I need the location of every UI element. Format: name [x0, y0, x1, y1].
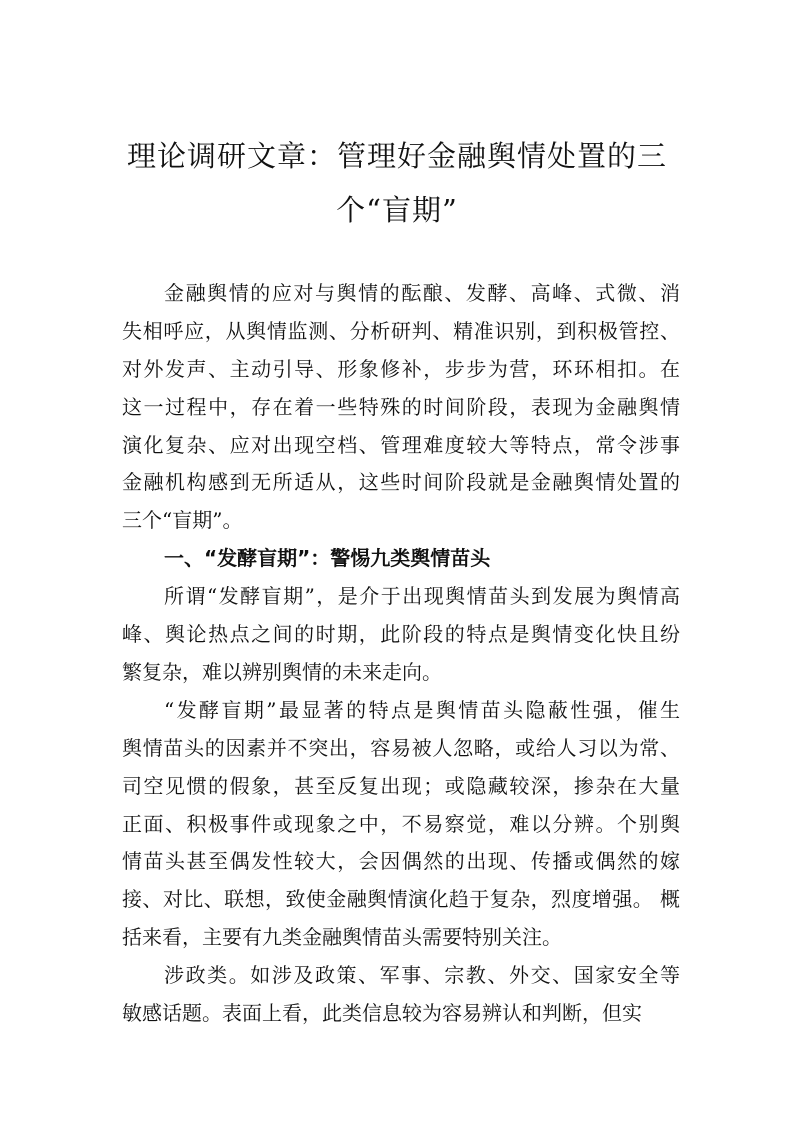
paragraph-line: “发酵盲期”最显著的特点是舆情苗头隐蔽性强，催生 — [164, 698, 680, 722]
section-heading: 一、“发酵盲期”：警惕九类舆情苗头 — [164, 546, 491, 570]
paragraph-line: 峰、舆论热点之间的时期，此阶段的特点是舆情变化快且纷 — [122, 622, 680, 646]
paragraph-line: 舆情苗头的因素并不突出，容易被人忽略，或给人习以为常、 — [122, 736, 680, 760]
paragraph-line: 括来看，主要有九类金融舆情苗头需要特别关注。 — [122, 925, 562, 949]
paragraph-line: 正面、积极事件或现象之中，不易察觉，难以分辨。个别舆 — [122, 812, 680, 836]
paragraph-line: 敏感话题。表面上看，此类信息较为容易辨认和判断，但实 — [122, 1001, 642, 1025]
paragraph-line: 金融舆情的应对与舆情的酝酿、发酵、高峰、式微、消 — [164, 281, 680, 305]
paragraph-line: 接、对比、联想，致使金融舆情演化趋于复杂，烈度增强。 概 — [122, 887, 680, 911]
paragraph-line: 失相呼应，从舆情监测、分析研判、精准识别，到积极管控、 — [122, 319, 680, 343]
paragraph-line: 对外发声、主动引导、形象修补，步步为营，环环相扣。在 — [122, 357, 680, 381]
paragraph-line: 司空见惯的假象，甚至反复出现；或隐藏较深，掺杂在大量 — [122, 774, 680, 798]
paragraph-line: 情苗头甚至偶发性较大，会因偶然的出现、传播或偶然的嫁 — [122, 849, 680, 873]
paragraph-line: 三个“盲期”。 — [122, 508, 243, 532]
paragraph-line: 涉政类。如涉及政策、军事、宗教、外交、国家安全等 — [164, 963, 680, 987]
paragraph-line: 这一过程中，存在着一些特殊的时间阶段，表现为金融舆情 — [122, 395, 680, 419]
paragraph-line: 金融机构感到无所适从，这些时间阶段就是金融舆情处置的 — [122, 470, 680, 494]
document-title-line-1: 理论调研文章：管理好金融舆情处置的三 — [126, 139, 667, 173]
paragraph-line: 所谓“发酵盲期”，是介于出现舆情苗头到发展为舆情高 — [164, 584, 680, 608]
paragraph-line: 演化复杂、应对出现空档、管理难度较大等特点，常令涉事 — [122, 433, 680, 457]
paragraph-line: 繁复杂，难以辨别舆情的未来走向。 — [122, 660, 442, 684]
document-title-line-2: 个“盲期” — [336, 193, 458, 227]
